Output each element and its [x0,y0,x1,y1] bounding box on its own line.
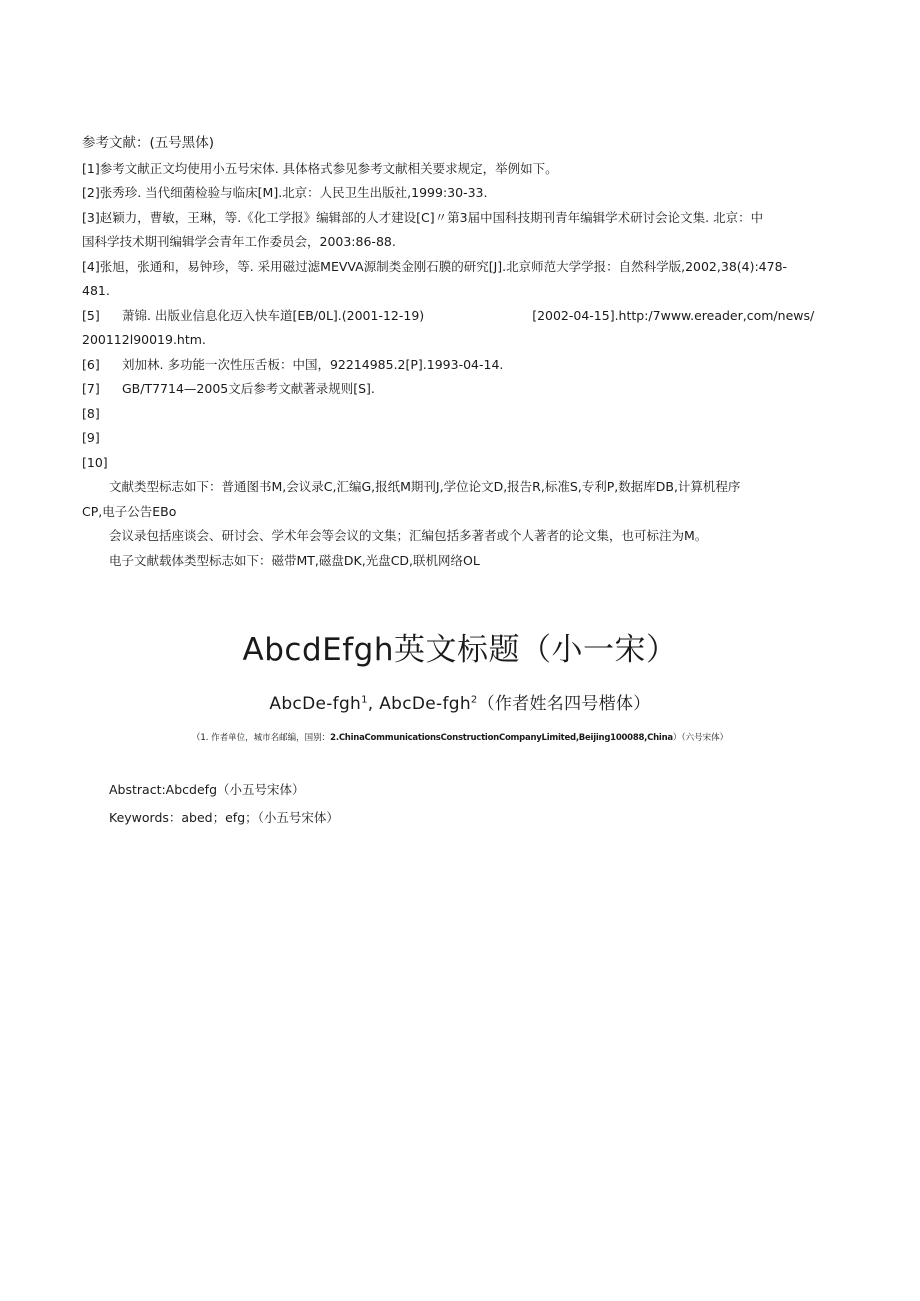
author-line [0,689,920,714]
author-2: AbcDe-fgh [379,694,471,714]
affiliation-company: 2.ChinaCommunicationsConstructionCompanyLimited,Beijing100088,China [330,733,673,743]
reference-7-text: GB/T7714—2005文后参考文献著录规则[S]. [122,381,375,396]
english-title: AbcdEfgh英文标题（小一宋） [242,632,678,668]
reference-2: [2]张秀珍. 当代细菌检验与临床[M].北京：人民卫生出版社,1999:30-33. [82,185,488,200]
reference-10: [10] [82,454,108,470]
reference-6-number: [6] [82,356,100,372]
reference-6-text: 刘加林. 多功能一次性压舌板：中国，92214985.2[P].1993-04-14. [122,356,504,372]
reference-1: [1]参考文献正文均使用小五号宋体. 具体格式参见参考文献相关要求规定，举例如下。 [82,160,558,176]
reference-5-number: [5] [82,307,100,323]
type-note-cont: CP,电子公告EBo [82,503,177,519]
abstract-line: Abstract:Abcdefg（小五号宋体） [109,782,305,797]
keywords-line: Keywords：abed；efg；（小五号宋体） [109,810,339,825]
reference-7-number: [7] [82,381,100,396]
abstract-block [109,776,339,832]
author-1-sup: 1 [361,694,368,706]
reference-7 [82,377,842,402]
reference-3-cont: 国科学技术期刊编辑学会青年工作委员会，2003:86-88. [82,234,396,249]
references-section [82,131,842,573]
reference-5-cont: 200112l90019.htm. [82,332,206,347]
affiliation-line [0,731,920,743]
reference-5-text: 萧锦. 出版业信息化迈入快车道[EB/0L].(2001-12-19) [122,307,425,323]
affiliation-prefix: （1. 作者单位，城市名邮编，国别： [191,733,331,743]
reference-6 [82,353,842,378]
reference-4-cont: 481. [82,283,110,298]
reference-8: [8] [82,405,100,421]
reference-3: [3]赵颖力，曹敏，王琳，等.《化工学报》编辑部的人才建设[C]〃第3届中国科技期刊青年编辑学术研讨会论文集. 北京：中 [82,209,764,225]
reference-5 [82,304,842,329]
carrier-note: 电子文献载体类型标志如下：磁带MT,磁盘DK,光盘CD,联机网络OL [109,552,480,568]
reference-9: [9] [82,430,100,445]
reference-5-url: [2002-04-15].http:/7www.ereader,com/news/ [532,307,815,323]
affiliation-suffix: ）（六号宋体） [672,733,729,743]
reference-4: [4]张旭，张通和，易钟珍，等. 采用磁过滤MEVVA源制类金刚石膜的研究[J].北京师范大学学报：自然科学版,2002,38(4):478- [82,258,788,274]
author-1: AbcDe-fgh [269,694,362,714]
references-heading: 参考文献：(五号黑体) [82,135,215,151]
type-note: 文献类型标志如下：普通图书M,会议录C,汇编G,报纸M期刊J,学位论文D,报告R,标准S,专利P,数据库DB,计算机程序 [109,479,741,494]
author-format-note: （作者姓名四号楷体） [477,694,651,714]
author-2-sup: 2 [470,694,478,706]
author-separator: , [367,694,380,714]
proceedings-note: 会议录包括座谈会、研讨会、学术年会等会议的文集；汇编包括多著者或个人著者的论文集，也可标注为M。 [109,528,708,543]
